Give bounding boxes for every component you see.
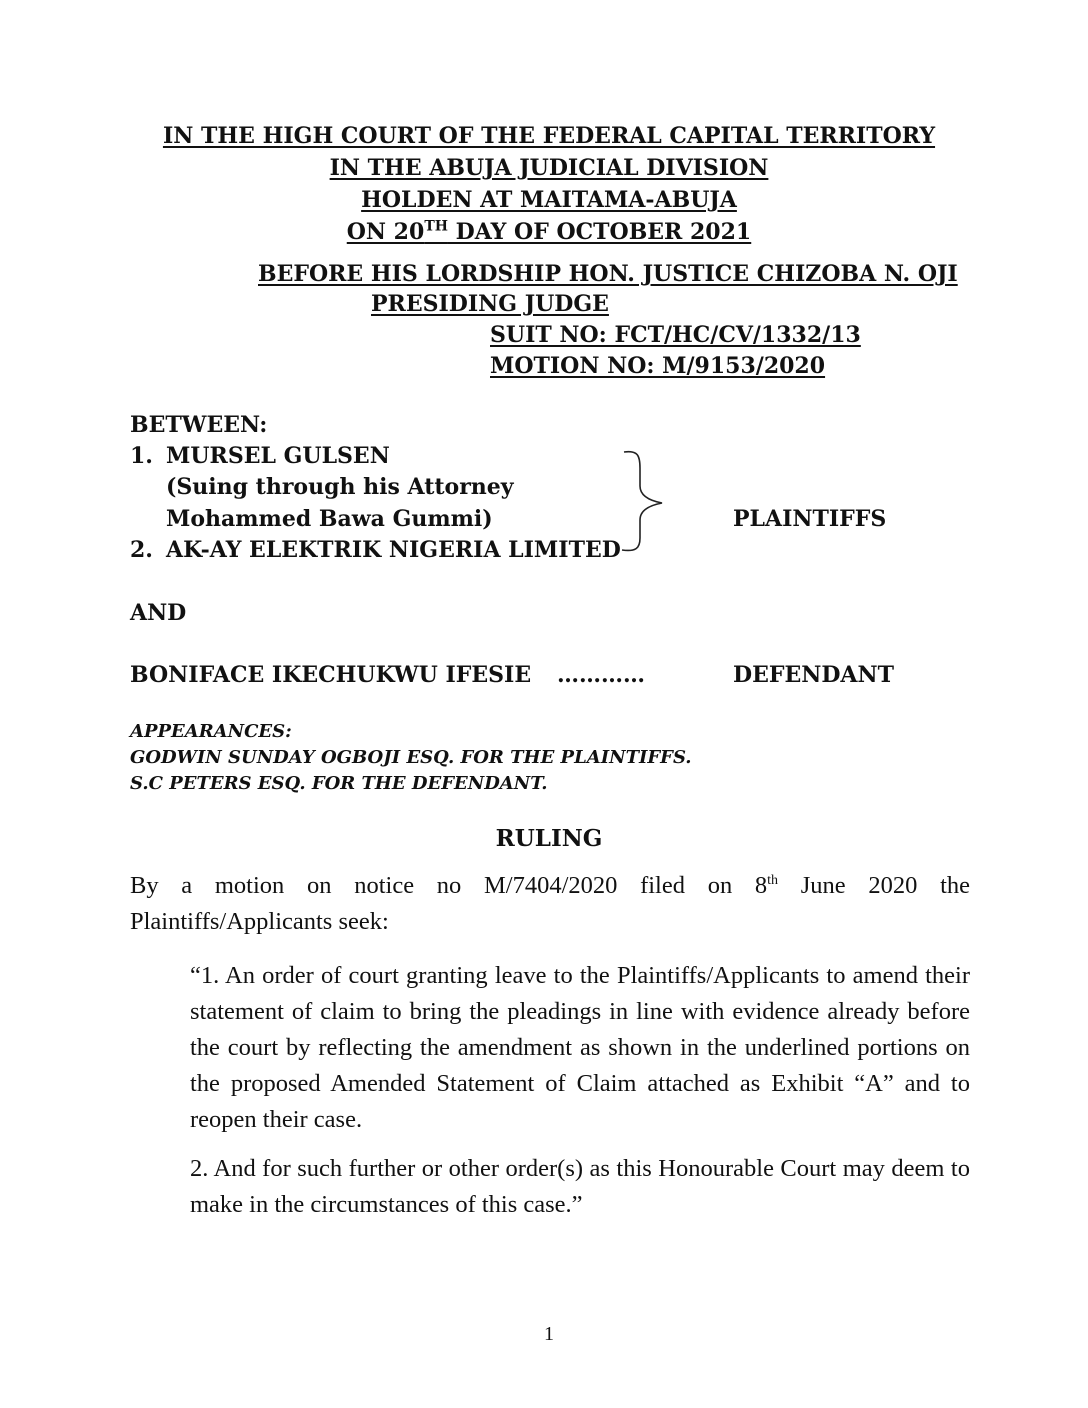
appearances-heading: APPEARANCES: xyxy=(130,721,292,742)
curly-brace-icon xyxy=(618,446,668,556)
and-label: AND xyxy=(130,600,187,626)
plaintiff-1-attorney-name: Mohammed Bawa Gummi) xyxy=(166,506,493,532)
plaintiff-2-number: 2. xyxy=(130,537,153,563)
court-title: IN THE HIGH COURT OF THE FEDERAL CAPITAL TERRITORY xyxy=(162,123,936,149)
plaintiffs-label: PLAINTIFFS xyxy=(733,506,887,532)
holden-title: HOLDEN AT MAITAMA-ABUJA xyxy=(361,187,737,213)
between-label: BETWEEN: xyxy=(130,412,268,438)
prayer-2-paragraph: 2. And for such further or other order(s) as this Honourable Court may deem to make in the circumstances of this case.” xyxy=(190,1155,970,1218)
plaintiff-1-number: 1. xyxy=(130,443,153,469)
before-judge-line: BEFORE HIS LORDSHIP HON. JUSTICE CHIZOBA N. OJI xyxy=(258,261,958,287)
ruling-intro-paragraph xyxy=(130,868,970,940)
date-superscript: TH xyxy=(424,218,448,235)
date-prefix: ON 20 xyxy=(346,219,425,245)
division-title: IN THE ABUJA JUDICIAL DIVISION xyxy=(329,155,769,181)
leader-dots: ………… xyxy=(557,662,645,688)
date-line xyxy=(0,217,1088,247)
intro-text-a: By a motion on notice no M/7404/2020 filed on 8 xyxy=(130,872,768,899)
intro-text-b: June 2020 the Plaintiffs/Applicants seek: xyxy=(130,872,971,935)
motion-number: MOTION NO: M/9153/2020 xyxy=(490,353,826,379)
ruling-title: RULING xyxy=(495,825,603,852)
prayer-1-paragraph: “1. An order of court granting leave to the Plaintiffs/Applicants to amend their statement of claim to bring the pleadings in line with evidence already before the court by reflecting the amendment as shown in the underlined portions on the proposed Amended Statement of Claim attached as Exhibit “A” and to reopen their case. xyxy=(190,962,970,1133)
date-suffix: DAY OF OCTOBER 2021 xyxy=(447,219,752,245)
defendant-name: BONIFACE IKECHUKWU IFESIE xyxy=(130,662,532,688)
intro-superscript: th xyxy=(767,872,779,888)
plaintiff-1-name: MURSEL GULSEN xyxy=(166,443,390,469)
suit-number: SUIT NO: FCT/HC/CV/1332/13 xyxy=(490,322,861,348)
presiding-judge-line: PRESIDING JUDGE xyxy=(371,291,609,317)
appearance-defendant: S.C PETERS ESQ. FOR THE DEFENDANT. xyxy=(130,773,548,794)
defendant-label: DEFENDANT xyxy=(733,662,894,688)
page-number: 1 xyxy=(544,1323,554,1345)
appearance-plaintiffs: GODWIN SUNDAY OGBOJI ESQ. FOR THE PLAINTIFFS. xyxy=(130,747,692,768)
plaintiff-1-attorney-line: (Suing through his Attorney xyxy=(166,474,514,500)
plaintiff-2-name: AK-AY ELEKTRIK NIGERIA LIMITED xyxy=(166,537,621,563)
